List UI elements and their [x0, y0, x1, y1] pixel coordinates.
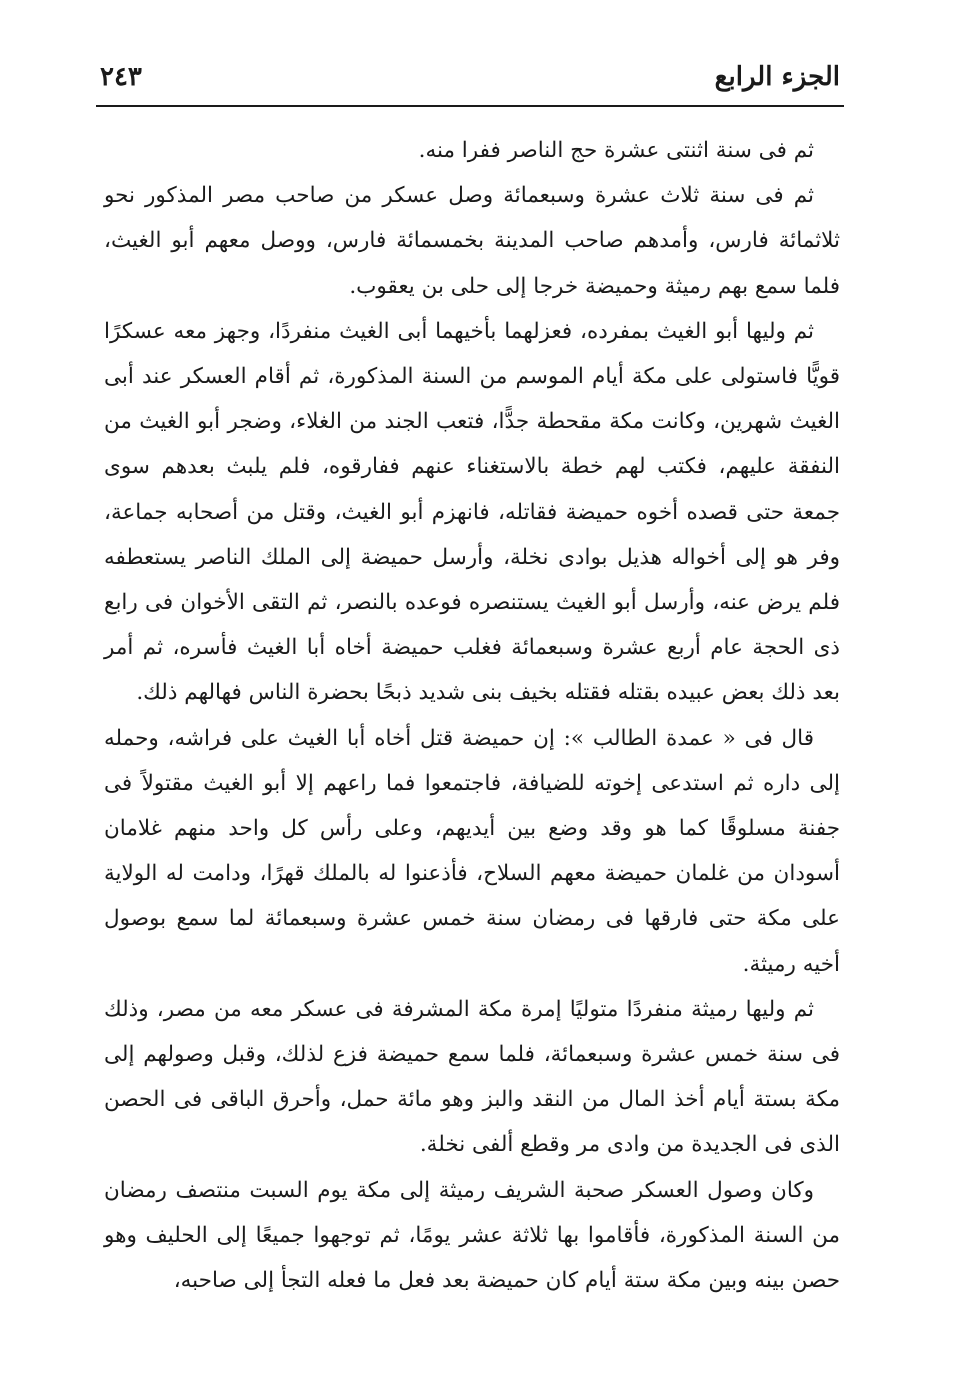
paragraph-5: ثم وليها رميثة منفردًا متوليًا إمرة مكة المشرفة فى عسكر معه من مصر، وذلك فى سنة خمس عشرة وسبعمائة، فلما سمع حميضة فزع لذلك، وقبل وصولهم إلى مكة بستة أيام أخذ المال من النقد والبز وهو مائة حمل، وأحرق الباقى فى الحصن الذى فى الجديدة من وادى مر وقطع ألفى نخلة. [104, 996, 840, 1158]
paragraph-3: ثم وليها أبو الغيث بمفرده، فعزلهما بأخيهما أبى الغيث منفردًا، وجهز معه عسكرًا قويًّا فاستولى على مكة أيام الموسم من السنة المذكورة، ثم أقام العسكر عند أبى الغيث شهرين، وكانت مكة مقحطة جدًّا، فتعب الجند من الغلاء، وضجر أبو الغيث من النفقة عليهم، فكتب لهم خطة بالاستغناء عنهم ففارقوه، فلم يلبث بعدهم سوى جمعة حتى قصده أخوه حميضة فقاتله، فانهزم أبو الغيث، وقتل من أصحابه جماعة، وفر هو إلى أخواله هذيل بوادى نخلة، وأرسل حميضة إلى الملك الناصر يستعطفه فلم يرض عنه، وأرسل أبو الغيث يستنصره فوعده بالنصر، ثم التقى الأخوان فى رابع ذى الحجة عام أربع عشرة وسبعمائة فغلب حميضة أخاه أبا الغيث فأسره، ثم أمر بعد ذلك بعض عبيده بقتله فقتله بخيف بنى شديد ذبحًا بحضرة الناس فهالهم ذلك. [104, 318, 840, 706]
paragraph-4: قال فى « عمدة الطالب »: إن حميضة قتل أخاه أبا الغيث على فراشه، وحمله إلى داره ثم استدعى إخوته للضيافة، فاجتمعوا فما راعهم إلا أبو الغيث مقتولاً فى جفنة مسلوقًا كما هو وقد وضع بين أيديهم، وعلى رأس كل واحد منهم غلامان أسودان من غلمان حميضة معهم السلاح، فأذعنوا له بالملك قهرًا، ودامت له الولاية على مكة حتى فارقها فى رمضان سنة خمس عشرة وسبعمائة لما سمع بوصول أخيه رميثة. [104, 725, 840, 977]
header-divider [96, 105, 844, 107]
running-title: الجزء الرابع [714, 62, 840, 92]
body-text [104, 128, 840, 1303]
page-header [100, 58, 840, 98]
paragraph-1: ثم فى سنة اثنتى عشرة حج الناصر ففرا منه. [418, 138, 814, 163]
paragraph-6: وكان وصول العسكر صحبة الشريف رميثة إلى مكة يوم السبت منتصف رمضان من السنة المذكورة، فأقاموا بها ثلاثة عشر يومًا، ثم توجهوا جميعًا إلى الحليف وهو حصن بينه وبين مكة ستة أيام كان حميضة بعد فعل ما فعله التجأ إلى صاحبه، [104, 1177, 840, 1294]
page-number: ٢٤٣ [100, 62, 142, 92]
paragraph-2: ثم فى سنة ثلاث عشرة وسبعمائة وصل عسكر من صاحب مصر المذكور نحو ثلاثمائة فارس، وأمدهم صاحب المدينة بخمسمائة فارس، ووصل معهم أبو الغيث، فلما سمع بهم رميثة وحميضة خرجا إلى حلى بن يعقوب. [104, 183, 840, 299]
